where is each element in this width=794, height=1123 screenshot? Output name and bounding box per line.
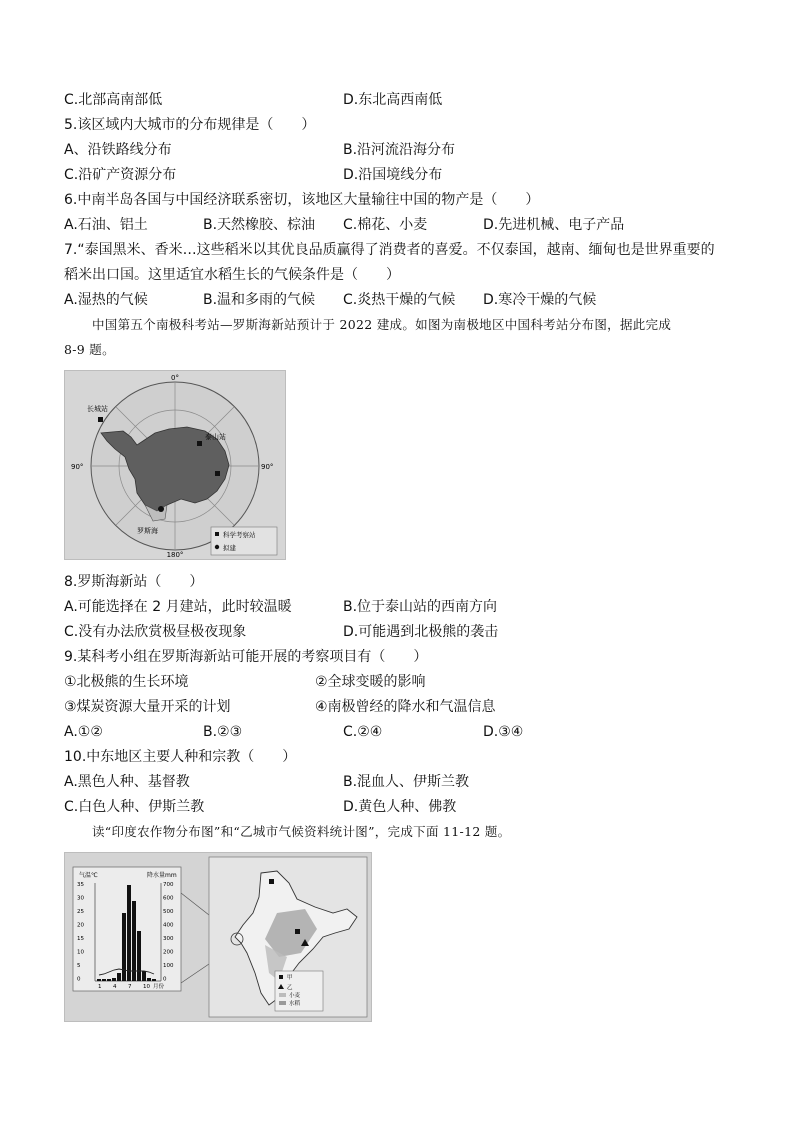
right-axis-tick: 200 bbox=[163, 949, 174, 956]
q5-option-b: B.沿河流沿海分布 bbox=[343, 142, 456, 158]
q9-item-3: ③煤炭资源大量开采的计划 bbox=[64, 699, 231, 715]
station-marker-planned bbox=[158, 506, 164, 512]
right-axis-tick: 0 bbox=[163, 976, 167, 983]
label-taishan-station: 泰山站 bbox=[205, 433, 226, 441]
india-crop-climate-figure bbox=[64, 852, 372, 1022]
degree-label-bottom: 180° bbox=[166, 551, 184, 559]
q7-option-d: D.寒冷干燥的气候 bbox=[483, 292, 597, 308]
q6-option-d: D.先进机械、电子产品 bbox=[483, 217, 625, 233]
x-unit: 月份 bbox=[153, 984, 165, 990]
q9-stem: 9.某科考小组在罗斯海新站可能开展的考察项目有（ ） bbox=[64, 649, 428, 665]
intro-11-12: 读“印度农作物分布图”和“乙城市气候资料统计图”，完成下面 11-12 题。 bbox=[92, 824, 511, 839]
q8-option-d: D.可能遇到北极熊的袭击 bbox=[343, 624, 499, 640]
intro-8-9-line-2: 8-9 题。 bbox=[64, 342, 115, 357]
legend-planned-label: 拟建 bbox=[223, 544, 236, 552]
legend-yi: 乙 bbox=[287, 985, 293, 991]
right-axis-tick: 700 bbox=[163, 882, 174, 888]
q9-item-1: ①北极熊的生长环境 bbox=[64, 674, 189, 690]
q10-option-b: B.混血人、伊斯兰教 bbox=[343, 774, 470, 790]
right-axis-tick: 300 bbox=[163, 936, 174, 942]
q7-stem-line-2: 稻米出口国。这里适宜水稻生长的气候条件是（ ） bbox=[64, 267, 400, 283]
q8-option-b: B.位于泰山站的西南方向 bbox=[343, 599, 498, 615]
legend-wheat: 小麦 bbox=[289, 993, 301, 999]
q5-option-c: C.沿矿产资源分布 bbox=[64, 167, 177, 183]
x-tick-4: 4 bbox=[113, 984, 117, 990]
legend-station-symbol bbox=[215, 532, 219, 536]
legend-planned-symbol bbox=[215, 545, 219, 549]
q7-stem-line-1: 7.“泰国黑米、香米…这些稻米以其优良品质赢得了消费者的喜爱。不仅泰国，越南、缅甸也是世界重要的 bbox=[64, 242, 715, 258]
right-axis-tick: 500 bbox=[163, 909, 174, 915]
q8-stem: 8.罗斯海新站（ ） bbox=[64, 574, 204, 590]
label-ross-sea: 罗斯海 bbox=[137, 527, 158, 535]
x-tick-1: 1 bbox=[98, 984, 102, 990]
q10-option-a: A.黑色人种、基督教 bbox=[64, 774, 190, 790]
q9-option-c: C.②④ bbox=[343, 724, 383, 740]
label-changcheng-station: 长城站 bbox=[87, 405, 108, 413]
q7-option-c: C.炎热干燥的气候 bbox=[343, 292, 456, 308]
q8-option-c: C.没有办法欣赏极昼极夜现象 bbox=[64, 624, 247, 640]
left-axis-tick: 35 bbox=[77, 882, 84, 888]
climate-ylabel-right: 降水量mm bbox=[147, 872, 177, 879]
q9-option-d: D.③④ bbox=[483, 724, 524, 740]
right-axis-tick: 400 bbox=[163, 922, 174, 929]
antarctic-station-map bbox=[64, 370, 286, 560]
q7-option-b: B.温和多雨的气候 bbox=[203, 292, 316, 308]
q6-option-a: A.石油、铝土 bbox=[64, 217, 148, 233]
q6-option-c: C.棉花、小麦 bbox=[343, 217, 428, 233]
q10-stem: 10.中东地区主要人种和宗教（ ） bbox=[64, 749, 297, 765]
q10-option-c: C.白色人种、伊斯兰教 bbox=[64, 799, 205, 815]
legend-jia-symbol bbox=[279, 975, 283, 979]
q5-option-a: A、沿铁路线分布 bbox=[64, 142, 172, 158]
city-jia-marker bbox=[295, 929, 300, 934]
q7-option-a: A.湿热的气候 bbox=[64, 292, 148, 308]
right-axis-tick: 600 bbox=[163, 895, 174, 902]
legend-rice: 水稻 bbox=[289, 1001, 301, 1007]
station-marker-changcheng bbox=[98, 417, 103, 422]
q9-option-b: B.②③ bbox=[203, 724, 243, 740]
q4-option-c: C.北部高南部低 bbox=[64, 92, 163, 108]
q9-item-2: ②全球变暖的影响 bbox=[315, 674, 426, 690]
q5-stem: 5.该区域内大城市的分布规律是（ ） bbox=[64, 117, 316, 133]
intro-8-9-line-1: 中国第五个南极科考站—罗斯海新站预计于 2022 建成。如图为南极地区中国科考站分布图，据此完成 bbox=[92, 317, 672, 332]
left-axis-tick: 10 bbox=[77, 949, 84, 956]
left-axis-tick: 0 bbox=[77, 976, 81, 983]
degree-label-right: 90° bbox=[261, 463, 274, 471]
q9-item-4: ④南极曾经的降水和气温信息 bbox=[315, 699, 496, 715]
antarctic-map-graphic bbox=[65, 371, 285, 559]
left-axis-tick: 20 bbox=[77, 922, 84, 929]
degree-label-left: 90° bbox=[71, 463, 84, 471]
left-axis-tick: 25 bbox=[77, 909, 84, 915]
q8-option-a: A.可能选择在 2 月建站，此时较温暖 bbox=[64, 599, 292, 615]
station-marker-taishan bbox=[197, 441, 202, 446]
india-figure-graphic bbox=[65, 853, 371, 1021]
station-marker-east bbox=[215, 471, 220, 476]
climate-ylabel-left: 气温℃ bbox=[79, 872, 98, 879]
right-axis-tick: 100 bbox=[163, 963, 174, 969]
left-axis-tick: 15 bbox=[77, 936, 84, 942]
legend-jia: 甲 bbox=[287, 975, 293, 981]
q4-option-d: D.东北高西南低 bbox=[343, 92, 443, 108]
legend-wheat-symbol bbox=[279, 993, 286, 997]
q9-option-a: A.①② bbox=[64, 724, 103, 740]
x-tick-7: 7 bbox=[128, 984, 132, 990]
q6-option-b: B.天然橡胶、棕油 bbox=[203, 217, 316, 233]
q5-option-d: D.沿国境线分布 bbox=[343, 167, 443, 183]
left-axis-tick: 5 bbox=[77, 963, 81, 969]
left-axis-tick: 30 bbox=[77, 895, 84, 902]
x-tick-10: 10 bbox=[143, 984, 150, 990]
q6-stem: 6.中南半岛各国与中国经济联系密切，该地区大量输往中国的物产是（ ） bbox=[64, 192, 540, 208]
legend-station-label: 科学考察站 bbox=[223, 531, 256, 539]
q10-option-d: D.黄色人种、佛教 bbox=[343, 799, 457, 815]
legend-rice-symbol bbox=[279, 1001, 286, 1005]
degree-label-top: 0° bbox=[171, 374, 179, 382]
map-square-marker bbox=[269, 879, 274, 884]
